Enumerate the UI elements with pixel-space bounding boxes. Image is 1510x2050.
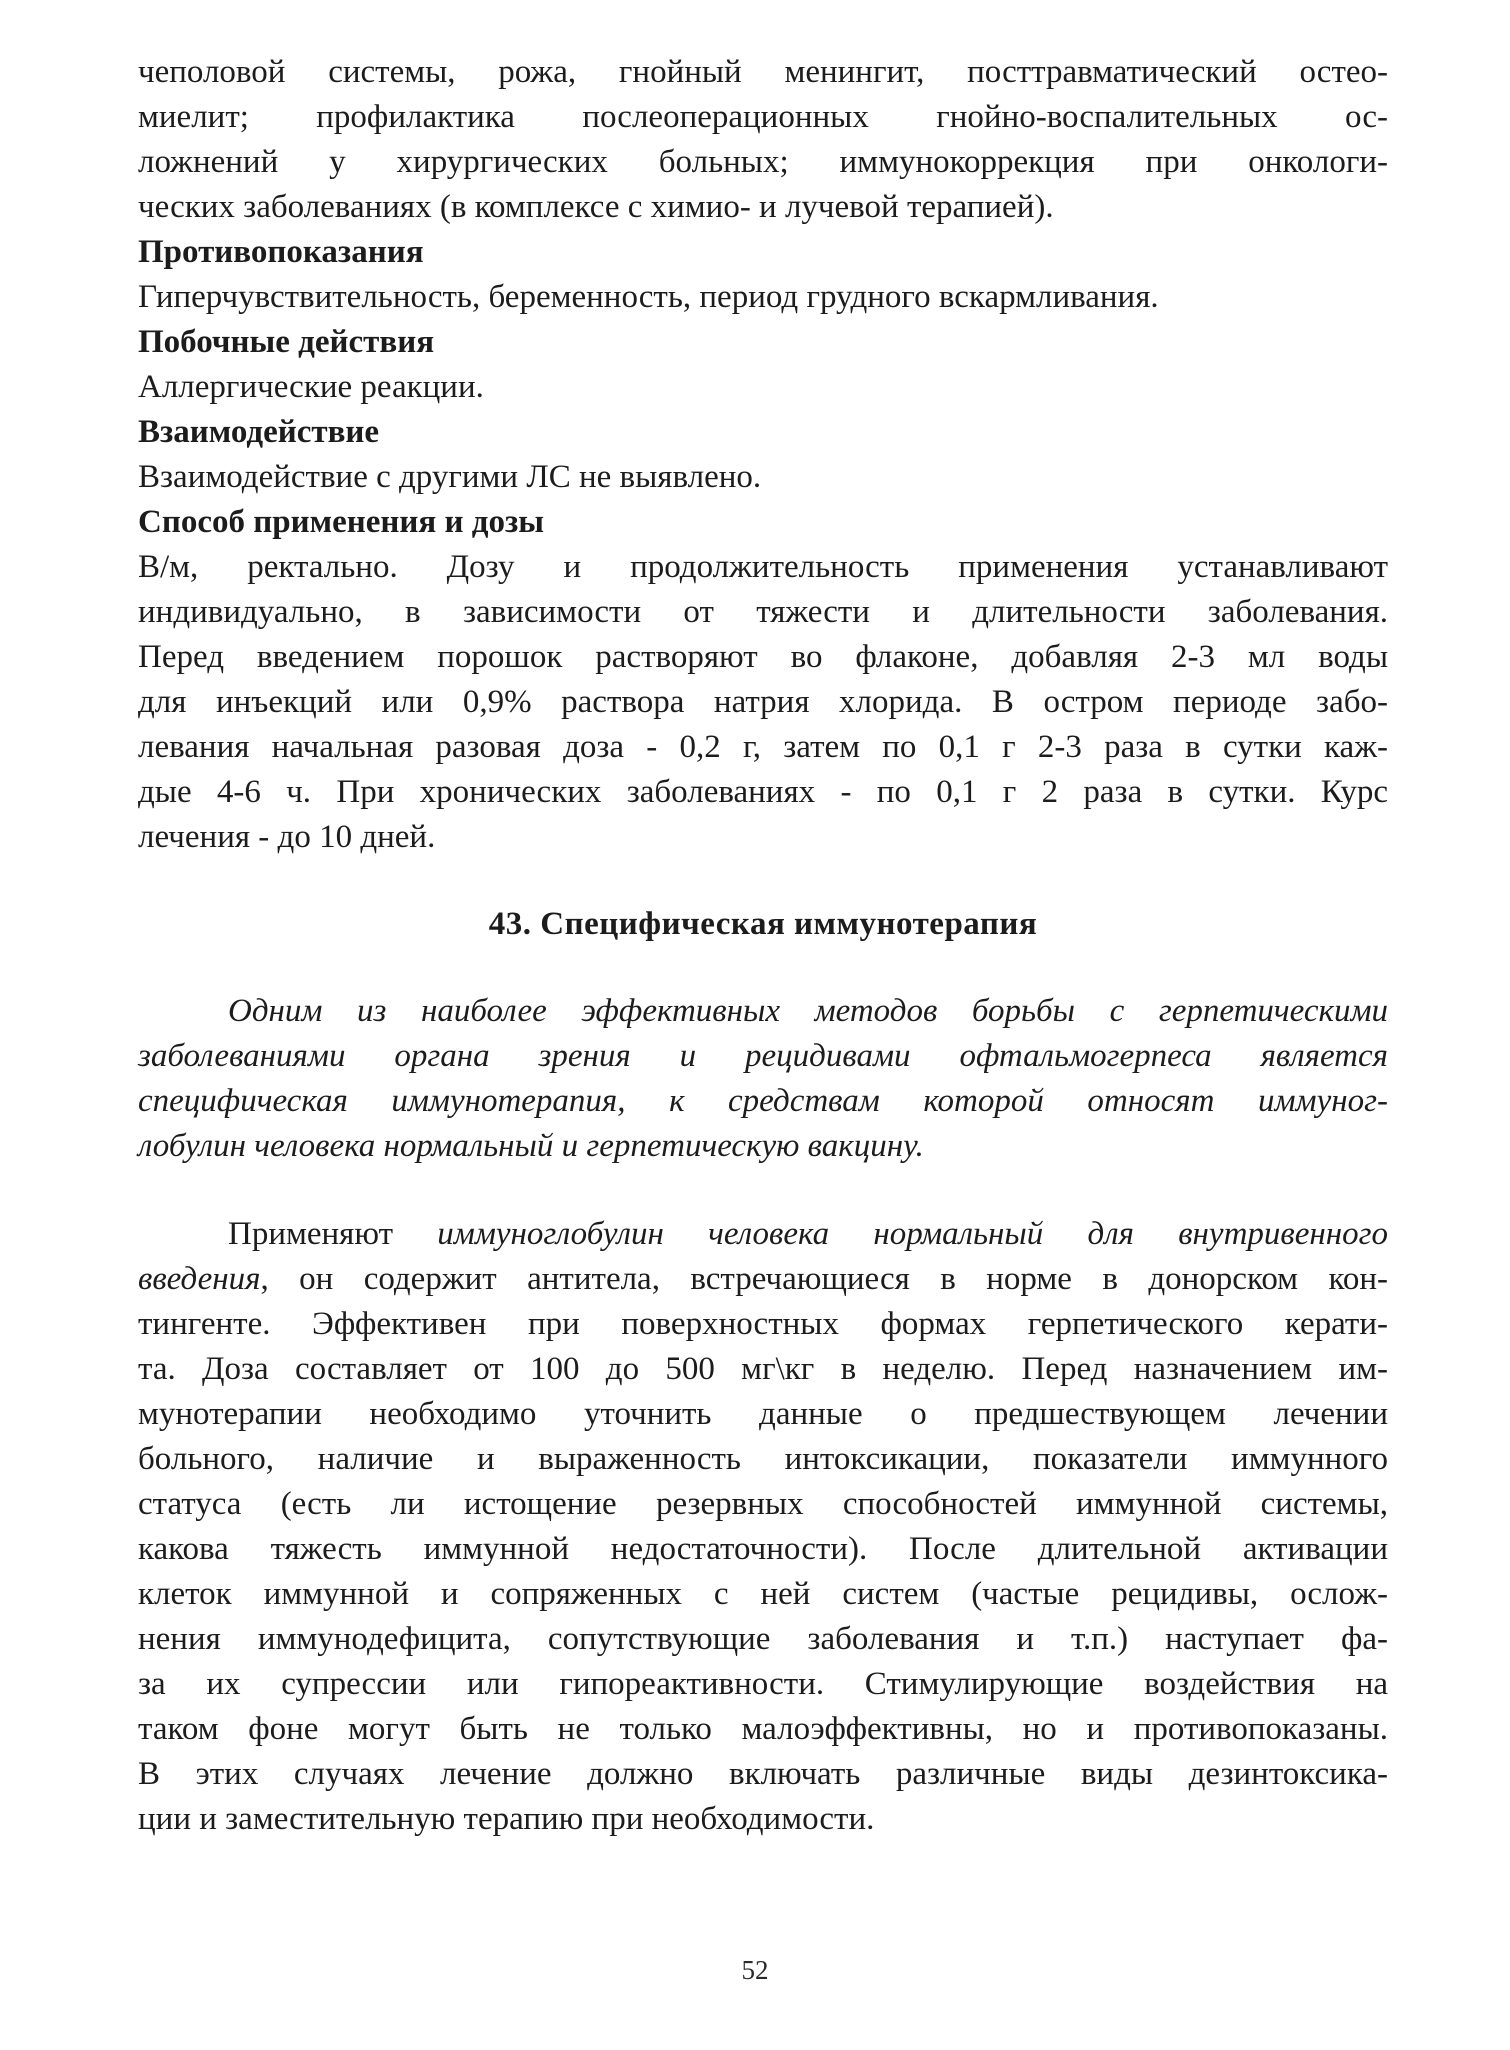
main-line-plain: Применяют [228, 1216, 438, 1252]
paragraph-spacer [138, 1169, 1388, 1212]
intro-line: ческих заболеваниях (в комплексе с химио- и лучевой терапией). [138, 189, 1054, 225]
side-effects-text: Аллергические реакции. [138, 369, 484, 405]
main-line: тингенте. Эффективен при поверхностных формах герпетического керати- [138, 1306, 1388, 1342]
contraindications-heading: Противопоказания [138, 234, 424, 270]
dosage-line: для инъекций или 0,9% раствора натрия хлорида. В остром периоде забо- [138, 684, 1388, 720]
main-line-italic: введения [138, 1261, 261, 1297]
italic-line: лобулин человека нормальный и герпетическую вакцину. [138, 1128, 924, 1164]
main-line: ции и заместительную терапию при необходимости. [138, 1801, 875, 1837]
italic-line: Одним из наиболее эффективных методов борьбы с герпетическими [228, 993, 1388, 1029]
main-line: клеток иммунной и сопряженных с ней систем (частые рецидивы, ослож- [138, 1576, 1388, 1612]
main-line [138, 1212, 1388, 1257]
side-effects-heading: Побочные действия [138, 324, 435, 360]
dosage-line: В/м, ректально. Дозу и продолжительность применения устанавливают [138, 549, 1388, 585]
intro-line: чеполовой системы, рожа, гнойный менингит, посттравматический остео- [138, 54, 1388, 90]
main-paragraph [138, 1212, 1388, 1842]
dosage-line: индивидуально, в зависимости от тяжести и длительности заболевания. [138, 594, 1388, 630]
dosage-heading: Способ применения и дозы [138, 504, 545, 540]
dosage-paragraph [138, 545, 1388, 860]
main-line-italic: иммуноглобулин человека нормальный для внутривенного [437, 1216, 1388, 1252]
section-title: 43. Специфическая иммунотерапия [488, 906, 1038, 942]
main-line: мунотерапии необходимо уточнить данные о предшествующем лечении [138, 1396, 1388, 1432]
page-number: 52 [741, 1955, 769, 1985]
main-line: нения иммунодефицита, сопутствующие заболевания и т.п.) наступает фа- [138, 1621, 1388, 1657]
contraindications-text: Гиперчувствительность, беременность, период грудного вскармливания. [138, 279, 1159, 315]
intro-line: ложнений у хирургических больных; иммунокоррекция при онкологи- [138, 144, 1388, 180]
intro-paragraph [138, 50, 1388, 230]
main-line: больного, наличие и выраженность интоксикации, показатели иммунного [138, 1441, 1388, 1477]
main-line: какова тяжесть иммунной недостаточности). После длительной активации [138, 1531, 1388, 1567]
dosage-line: левания начальная разовая доза - 0,2 г, затем по 0,1 г 2-3 раза в сутки каж- [138, 729, 1388, 765]
italic-line: заболеваниями органа зрения и рецидивами офтальмогерпеса является [138, 1038, 1388, 1074]
dosage-line: Перед введением порошок растворяют во флаконе, добавляя 2-3 мл воды [138, 639, 1388, 675]
dosage-line: дые 4-6 ч. При хронических заболеваниях - по 0,1 г 2 раза в сутки. Курс [138, 774, 1388, 810]
main-line: В этих случаях лечение должно включать различные виды дезинтоксика- [138, 1756, 1388, 1792]
main-line: таком фоне могут быть не только малоэффективны, но и противопоказаны. [138, 1711, 1388, 1747]
interactions-heading: Взаимодействие [138, 414, 380, 450]
main-line: та. Доза составляет от 100 до 500 мг\кг в неделю. Перед назначением им- [138, 1351, 1388, 1387]
main-line-plain: , он содержит антитела, встречающиеся в норме в донорском кон- [260, 1261, 1388, 1297]
main-line: за их супрессии или гипореактивности. Стимулирующие воздействия на [138, 1666, 1388, 1702]
intro-line: миелит; профилактика послеоперационных гнойно-воспалительных ос- [138, 99, 1388, 135]
dosage-line: лечения - до 10 дней. [138, 819, 436, 855]
main-line [138, 1257, 1388, 1302]
italic-line: специфическая иммунотерапия, к средствам которой относят иммуног- [138, 1083, 1388, 1119]
interactions-text: Взаимодействие с другими ЛС не выявлено. [138, 459, 762, 495]
main-line: статуса (есть ли истощение резервных способностей иммунной системы, [138, 1486, 1388, 1522]
italic-summary-paragraph [138, 989, 1388, 1169]
document-page [138, 50, 1388, 1842]
